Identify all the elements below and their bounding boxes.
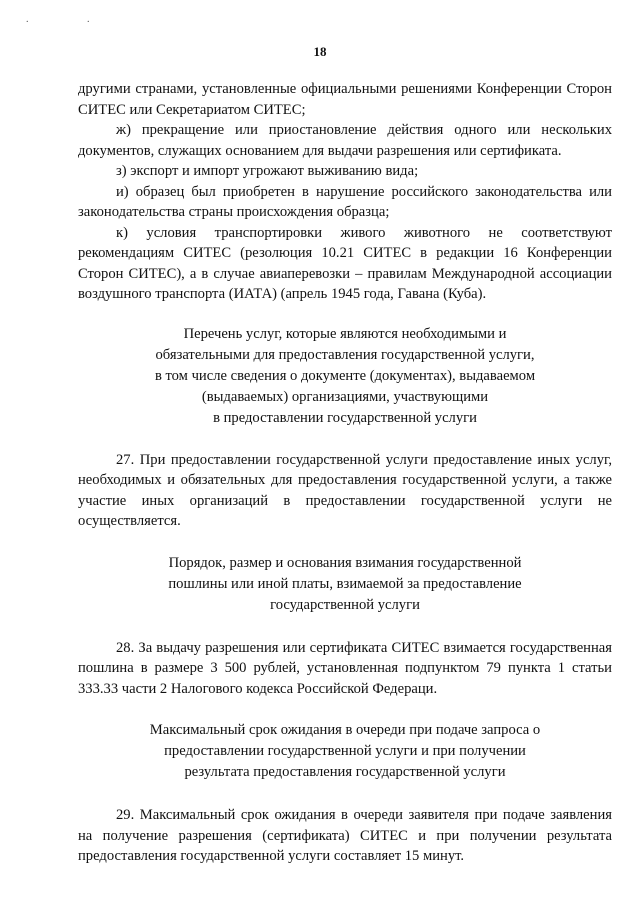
paragraph-item-k: к) условия транспортировки живого животного не соответствуют рекомендациям СИТЕС (резолюция 10.21 СИТЕС в редакции 16 Конференции Сторон СИТЕС), а в случае авиаперевозки – правилам Международной ассоциации воздушного транспорта (ИАТА) (апрель 1945 года, Гавана (Куба). <box>78 224 612 302</box>
section-heading-services-list <box>130 324 560 429</box>
paragraph-item-zh: ж) прекращение или приостановление действия одного или нескольких документов, служащих основанием для выдачи разрешения или сертификата. <box>78 122 612 159</box>
section-heading-state-fee <box>130 553 560 616</box>
heading-line: Порядок, размер и основания взимания государственной <box>168 554 522 571</box>
paragraph-27: 27. При предоставлении государственной услуги предоставление иных услуг, необходимых и обязательных для предоставления государственной услуги, а также участие иных организаций в предоставлении государственной услуги не осуществляется. <box>78 451 612 529</box>
paragraph-29: 29. Максимальный срок ожидания в очереди заявителя при подаче заявления на получение разрешения (сертификата) СИТЕС и при получении результата предоставления государственной услуги составляет 15 минут. <box>78 807 612 864</box>
heading-line: (выдаваемых) организациями, участвующими <box>201 388 489 405</box>
heading-line: обязательными для предоставления государственной услуги, <box>155 346 535 363</box>
scan-specks: . . <box>26 14 118 25</box>
paragraph-item-z: з) экспорт и импорт угрожают выживанию вида; <box>116 163 419 179</box>
paragraph-28: 28. За выдачу разрешения или сертификата СИТЕС взимается государственная пошлина в размере 3 500 рублей, установленная подпунктом 79 пункта 1 статьи 333.33 части 2 Налогового кодекса Российской Федераци. <box>78 639 612 697</box>
page-number: 18 <box>313 44 327 59</box>
section-heading-queue-time <box>130 720 560 783</box>
paragraph-continuation: другими странами, установленные официальными решениями Конференции Сторон СИТЕС или Секретариатом СИТЕС; <box>78 81 612 118</box>
heading-line: результата предоставления государственной услуги <box>184 764 506 780</box>
heading-line: Максимальный срок ожидания в очереди при подаче запроса о <box>149 722 541 738</box>
heading-line: Перечень услуг, которые являются необходимыми и <box>183 325 507 342</box>
heading-line: в том числе сведения о документе (документах), выдаваемом <box>154 367 536 384</box>
paragraph-item-i: и) образец был приобретен в нарушение российского законодательства или законодательства страны происхождения образца; <box>78 183 612 220</box>
heading-line: пошлины или иной платы, взимаемой за предоставление <box>168 575 522 592</box>
heading-line: государственной услуги <box>270 596 420 613</box>
heading-line: в предоставлении государственной услуги <box>213 409 477 426</box>
document-body <box>78 79 612 867</box>
heading-line: предоставлении государственной услуги и при получении <box>164 743 526 759</box>
